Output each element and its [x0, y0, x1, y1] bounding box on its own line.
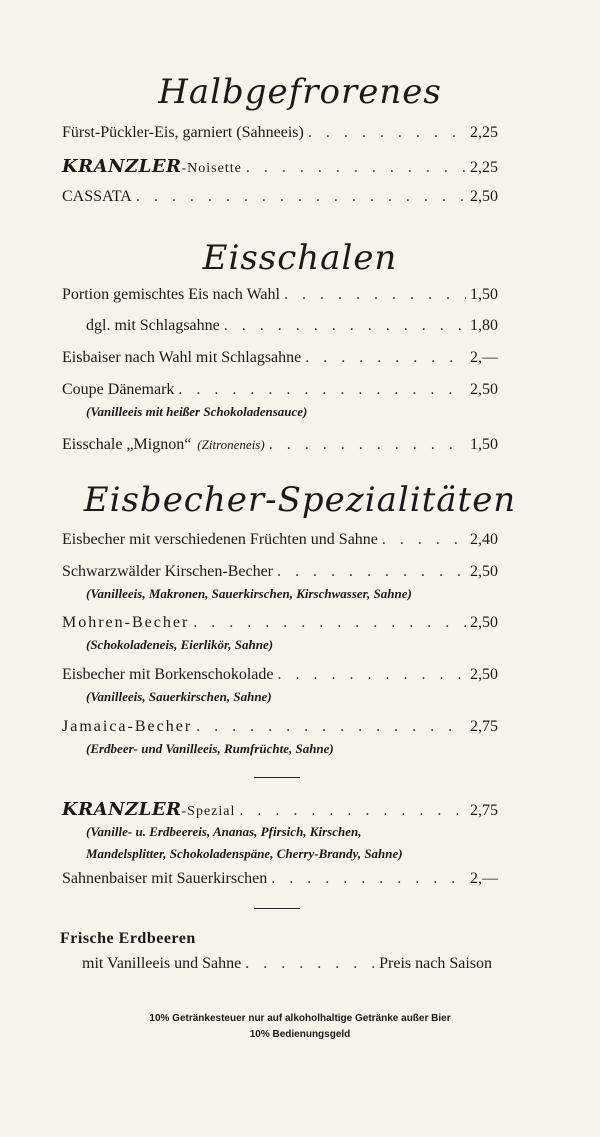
- menu-item: [62, 614, 498, 632]
- leader-dots: [224, 317, 466, 335]
- leader-dots: [269, 436, 466, 454]
- item-price: 1,50: [470, 436, 498, 453]
- leader-dots: [271, 870, 466, 888]
- menu-item: [62, 799, 498, 820]
- item-name: dgl. mit Schlagsahne: [86, 317, 220, 334]
- item-description: (Vanilleeis, Sauerkirschen, Sahne): [86, 689, 272, 704]
- item-price: Preis nach Saison: [379, 955, 492, 972]
- item-name: Eisschale „Mignon“: [62, 436, 192, 453]
- item-name: Mohren-Becher: [62, 614, 190, 631]
- item-name: Fürst-Pückler-Eis, garniert (Sahneeis): [62, 124, 304, 141]
- menu-item: [62, 286, 498, 304]
- item-description: (Vanilleeis, Makronen, Sauerkirschen, Kirschwasser, Sahne): [86, 586, 412, 601]
- item-name: mit Vanilleeis und Sahne: [82, 955, 242, 972]
- footer-note: 10% Bedienungsgeld: [249, 1029, 351, 1040]
- item-price: 2,25: [470, 124, 498, 141]
- menu-item: [62, 381, 498, 399]
- menu-item: [62, 563, 498, 581]
- menu-item: [86, 317, 498, 335]
- menu-item: [82, 955, 492, 973]
- item-description: (Schokoladeneis, Eierlikör, Sahne): [86, 637, 274, 652]
- item-price: 2,25: [470, 159, 498, 176]
- leader-dots: [136, 188, 466, 206]
- brand-logo-kranzler: KRANZLER: [62, 799, 182, 820]
- leader-dots: [178, 381, 466, 399]
- item-description: (Vanilleeis mit heißer Schokoladensauce): [86, 404, 308, 419]
- item-name: Eisbecher mit verschiedenen Früchten und Sahne: [62, 531, 378, 548]
- brand-logo-kranzler: KRANZLER: [62, 156, 182, 177]
- menu-item: [62, 436, 498, 454]
- item-price: 1,80: [470, 317, 498, 334]
- item-description: Mandelsplitter, Schokoladenspäne, Cherry-Brandy, Sahne): [86, 846, 403, 861]
- item-price: 2,50: [470, 563, 498, 580]
- item-price: 2,40: [470, 531, 498, 548]
- item-note: (Zitroneneis): [197, 437, 265, 452]
- item-name: Sahnenbaiser mit Sauerkirschen: [62, 870, 268, 887]
- item-price: 2,50: [470, 188, 498, 205]
- menu-item: [62, 531, 498, 549]
- item-description: (Vanille- u. Erdbeereis, Ananas, Pfirsich, Kirschen,: [86, 824, 362, 839]
- item-price: 2,50: [470, 666, 498, 683]
- item-name: Eisbecher mit Borkenschokolade: [62, 666, 274, 683]
- section-title-erdbeeren: Frische Erdbeeren: [60, 930, 196, 947]
- item-name: Coupe Dänemark: [62, 381, 175, 398]
- leader-dots: [284, 286, 466, 304]
- menu-item: [62, 870, 498, 888]
- leader-dots: [308, 124, 466, 142]
- footer-note: 10% Getränkesteuer nur auf alkoholhaltige Getränke außer Bier: [149, 1013, 451, 1024]
- leader-dots: [277, 563, 466, 581]
- item-price: 2,75: [470, 718, 498, 735]
- item-name: Jamaica-Becher: [62, 718, 193, 735]
- menu-item: [62, 124, 498, 142]
- menu-item: [62, 349, 498, 367]
- menu-item: [62, 188, 498, 206]
- item-description: (Erdbeer- und Vanilleeis, Rumfrüchte, Sahne): [86, 741, 334, 756]
- menu-item: [62, 718, 498, 736]
- item-price: 1,50: [470, 286, 498, 303]
- item-price: 2,75: [470, 802, 498, 819]
- item-price: 2,—: [470, 870, 498, 887]
- item-name: Schwarzwälder Kirschen-Becher: [62, 563, 274, 580]
- leader-dots: [278, 666, 467, 684]
- leader-dots: [196, 718, 466, 736]
- leader-dots: [239, 802, 466, 820]
- item-name: -Spezial: [181, 804, 236, 819]
- leader-dots: [305, 349, 466, 367]
- leader-dots: [193, 614, 466, 632]
- item-name: Portion gemischtes Eis nach Wahl: [62, 286, 280, 303]
- section-heading-eisschalen: Eisschalen: [202, 238, 398, 278]
- item-name: CASSATA: [62, 188, 132, 205]
- section-heading-eisbecher: Eisbecher-Spezialitäten: [83, 480, 517, 520]
- menu-item: [62, 666, 498, 684]
- item-name: -Noisette: [181, 161, 242, 176]
- menu-item: [62, 156, 498, 177]
- item-price: 2,50: [470, 614, 498, 631]
- item-price: 2,50: [470, 381, 498, 398]
- divider: [254, 777, 300, 778]
- leader-dots: [382, 531, 466, 549]
- item-price: 2,—: [470, 349, 498, 366]
- leader-dots: [245, 955, 375, 973]
- leader-dots: [246, 159, 466, 177]
- item-name: Eisbaiser nach Wahl mit Schlagsahne: [62, 349, 302, 366]
- divider: [254, 908, 300, 909]
- section-heading-halbgefrorenes: Halbgefrorenes: [158, 72, 442, 112]
